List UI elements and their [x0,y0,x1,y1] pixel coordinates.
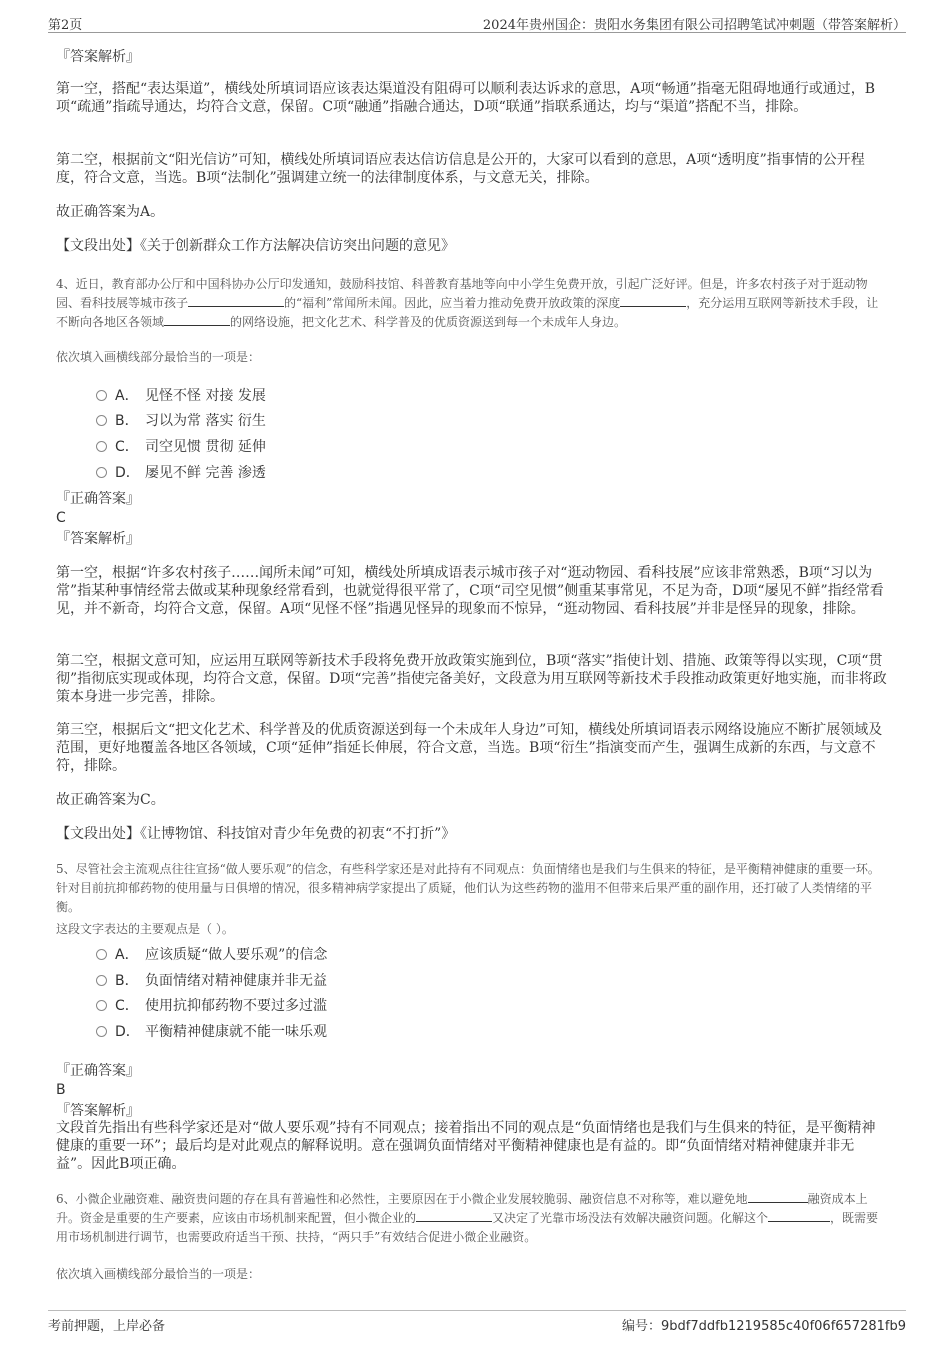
radio-icon[interactable] [96,467,107,478]
q5-option-d[interactable]: D． 平衡精神健康就不能一味乐观 [96,1021,327,1041]
page-header [48,12,906,33]
q3-conclusion: 故正确答案为A。 [56,204,165,220]
q5-analysis-p1: 文段首先指出有些科学家还是对“做人要乐观”持有不同观点；接着指出不同的观点是“负面情绪也是我们与生俱来的特征，是平衡精神健康的重要一环”；最后均是对此观点的解释说明。意在强调负面情绪对平衡精神健康也是有益的。即“负面情绪对精神健康并非无益”。因此B项正确。 [56,1120,876,1172]
q4-option-c[interactable]: C． 司空见惯 贯彻 延伸 [96,436,266,456]
q4-option-b[interactable]: B． 习以为常 落实 衍生 [96,410,266,430]
q3-analysis-p1: 第一空，搭配“表达渠道”，横线处所填词语应该表达渠道没有阻碍可以顺利表达诉求的意思，A项“畅通”指毫无阻碍地通行或通过，B项“疏通”指疏导通达，均符合文意，保留。C项“融通”指融合通达，D项“联通”指联系通达，均与“渠道”搭配不当，排除。 [56,81,876,115]
q4-analysis-label: 『答案解析』 [56,531,140,547]
q5-question: 5、尽管社会主流观点往往宣扬“做人要乐观”的信念，有些科学家还是对此持有不同观点：负面情绪也是我们与生俱来的特征，是平衡精神健康的重要一环。针对目前抗抑郁药物的使用量与日俱增的情况，很多精神病学家提出了质疑，他们认为这些药物的滥用不但带来后果严重的副作用，还打破了人类情绪的平衡。 [56,862,880,914]
document-id: 编号：9bdf7ddfb1219585c40f06f657281fb9 [622,1319,906,1334]
q5-answer-label: 『正确答案』 [56,1063,140,1079]
q4-analysis-p3: 第三空，根据后文“把文化艺术、科学普及的优质资源送到每一个未成年人身边”可知，横线处所填词语表示网络设施应不断扩展领域及范围，更好地覆盖各地区各领域，C项“延伸”指延长伸展，符合文意，当选。B项“衍生”指演变而产生，强调生成新的东西，与文意不符，排除。 [56,722,883,774]
q4-answer: C [56,510,66,526]
q4-conclusion: 故正确答案为C。 [56,792,165,808]
q4-option-a[interactable]: A． 见怪不怪 对接 发展 [96,385,266,405]
blank-3 [164,325,230,326]
radio-icon[interactable] [96,415,107,426]
q5-lead: 这段文字表达的主要观点是（ ）。 [56,922,234,936]
q5-option-a[interactable]: A． 应该质疑“做人要乐观”的信念 [96,944,327,964]
page-footer [48,1310,906,1333]
q5-answer: B [56,1082,66,1098]
q4-analysis-p1: 第一空，根据“许多农村孩子……闻所未闻”可知，横线处所填成语表示城市孩子对“逛动物园、看科技展”应该非常熟悉，B项“习以为常”指某种事情经常去做或某种现象经常看到，也就觉得很平常了，C项“司空见惯”侧重某事常见，不足为奇，D项“屡见不鲜”指经常看见，并不新奇，均符合文意，保留。A项“见怪不怪”指遇见怪异的现象而不惊异，“逛动物园、看科技展”并非是怪异的现象，排除。 [56,565,884,617]
q5-analysis-label: 『答案解析』 [56,1103,140,1119]
q4-analysis-p2: 第二空，根据文意可知，应运用互联网等新技术手段将免费开放政策实施到位，B项“落实”指使计划、措施、政策等得以实现，C项“贯彻”指彻底实现或体现，均符合文意，保留。D项“完善”指使完备美好，文段意为用互联网等新技术手段推动政策更好地实施，而非将政策本身进一步完善，排除。 [56,653,887,705]
q5-option-b[interactable]: B． 负面情绪对精神健康并非无益 [96,970,327,990]
footer-slogan: 考前押题，上岸必备 [48,1319,166,1334]
radio-icon[interactable] [96,949,107,960]
document-title: 2024年贵州国企：贵阳水务集团有限公司招聘笔试冲刺题（带答案解析） [482,18,906,33]
radio-icon[interactable] [96,1026,107,1037]
blank-1 [188,306,284,307]
blank-2 [620,306,686,307]
radio-icon[interactable] [96,441,107,452]
blank-1 [748,1202,808,1203]
q4-answer-label: 『正确答案』 [56,491,140,507]
q5-option-c[interactable]: C． 使用抗抑郁药物不要过多过滥 [96,995,327,1015]
blank-3 [768,1221,830,1222]
q3-source: 【文段出处】《关于创新群众工作方法解决信访突出问题的意见》 [56,238,455,254]
radio-icon[interactable] [96,1000,107,1011]
q3-analysis-p2: 第二空，根据前文“阳光信访”可知，横线处所填词语应表达信访信息是公开的，大家可以看到的意思，A项“透明度”指事情的公开程度，符合文意，当选。B项“法制化”强调建立统一的法律制度体系，与文意无关，排除。 [56,152,865,186]
q3-analysis-label: 『答案解析』 [56,49,140,65]
q4-source: 【文段出处】《让博物馆、科技馆对青少年免费的初衷“不打折”》 [56,826,456,842]
blank-2 [416,1221,492,1222]
radio-icon[interactable] [96,390,107,401]
q6-lead: 依次填入画横线部分最恰当的一项是： [56,1267,261,1281]
radio-icon[interactable] [96,975,107,986]
q4-lead: 依次填入画横线部分最恰当的一项是： [56,350,261,364]
q6-question: 6、小微企业融资难、融资贵问题的存在具有普遍性和必然性，主要原因在于小微企业发展较脆弱、融资信息不对称等，难以避免地 融资成本上升。资金是重要的生产要素，应该由市场机制来配置，但小微企业的 又决定了光靠市场没法有效解决融资问题。化解这个 ，既需要用市场机制进行调节，也需要政府适当干预、扶持，“两只手”有效结合促进小微企业融资。 [56,1192,879,1244]
page-number: 第2页 [48,18,83,33]
q4-question: 4、近日，教育部办公厅和中国科协办公厅印发通知，鼓励科技馆、科普教育基地等向中小学生免费开放，引起广泛好评。但是，许多农村孩子对于逛动物园、看科技展等城市孩子 的“福利”常闻所未闻。因此，应当着力推动免费开放政策的深度 ，充分运用互联网等新技术手段，让不断向各地区各领域 的网络设施，把文化艺术、科学普及的优质资源送到每一个未成年人身边。 [56,277,879,329]
q4-option-d[interactable]: D． 屡见不鲜 完善 渗透 [96,462,266,482]
